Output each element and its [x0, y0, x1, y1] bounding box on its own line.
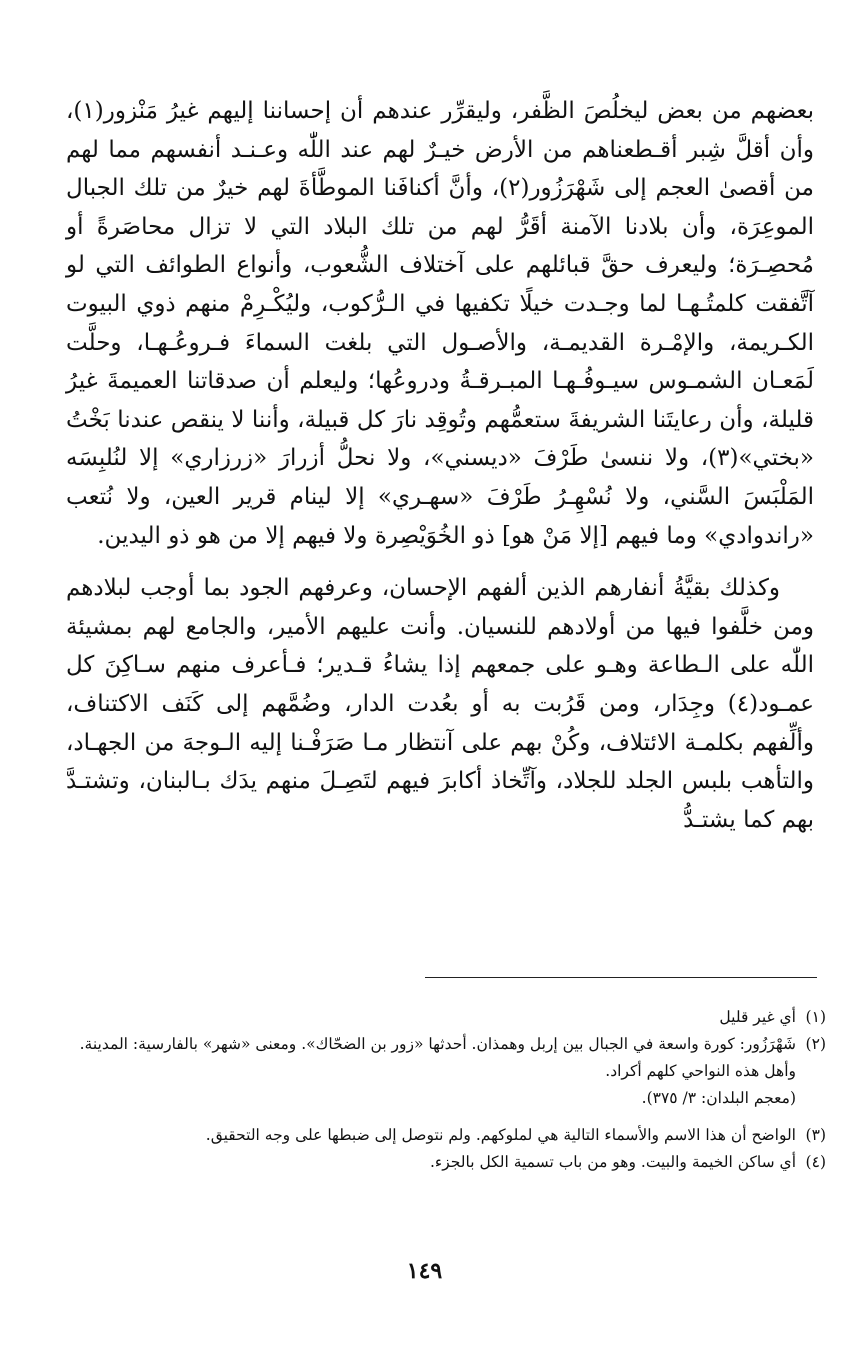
- footnote-number: (٤): [805, 1153, 826, 1171]
- paragraph-2: وكذلك بقيَّةُ أنفارهم الذين ألفهم الإحسان، وعرفهم الجود بما أوجب لبلادهم ومن خلَّفوا فيها من أولادهم للنسيان. وأنت عليهم الأمير، والجامع لهم بمشيئة اللّٰه على الـطاعة وهـو على جمعهم إذا يشاءُ قـدير؛ فـأعرف منهم سـاكِنَ كل عمـود(٤) وجِدَار، ومن قَرُبت به أو بعُدت الدار، وضُمَّهم إلى كَنَف الاكتناف، وألِّفهم بكلمـة الائتلاف، وكُنْ بهم على آنتظار مـا صَرَفْـنا إليه الـوجهَ من الجهـاد، والتأهب بلبس الجلد للجلاد، وآتِّخاذ أكابرَ فيهم لتَصِـلَ منهم يدَك بـالبنان، وتشتـدَّ بهم كما يشتـدُّ: [66, 575, 814, 833]
- footnote-2: [66, 1031, 826, 1085]
- main-text: [66, 92, 814, 839]
- footnote-3: [66, 1122, 826, 1149]
- footnote-text: أي غير قليل: [719, 1008, 796, 1026]
- footnote-1: [66, 1004, 826, 1031]
- footnote-text: شَهْرَزُور: كورة واسعة في الجبال بين إربل وهمذان. أحدثها «زور بن الضحّاك». ومعنى «شهر» بالفارسية: المدينة. وأهل هذه النواحي كلهم أكراد.: [79, 1035, 796, 1080]
- footnote-separator: [425, 977, 817, 978]
- footnote-text: (معجم البلدان: ٣/ ٣٧٥).: [641, 1089, 796, 1107]
- footnote-4: [66, 1149, 826, 1176]
- footnote-number: (٣): [805, 1126, 826, 1144]
- page-number: ١٤٩: [406, 1258, 443, 1284]
- paragraph-1: بعضهم من بعض ليخلُصَ الظَّفر، وليقرِّر عندهم أن إحساننا إليهم غيرُ مَنْزور(١)، وأن أقلَّ شِبر أقـطعناهم من الأرض خيـرٌ لهم عند اللّٰه وعـنـد أنفسهم مما لهم من أقصىٰ العجم إلى شَهْرَزُور(٢)، وأنَّ أكنافَنا الموطَّأةَ لهم خيرٌ من تلك الجبال الموعِرَة، وأن بلادنا الآمنة أقَرُّ لهم من تلك البلاد التي لا تزال محاصَرةً أو مُحصِـرَة؛ وليعرف حقَّ قبائلهم على آختلاف الشُّعوب، وأنواع الطوائف التي لو آتَّفقت كلمتُـهـا لما وجـدت خيلًا تكفيها في الـرُّكوب، وليُكْـرِمْ منهم ذوي البيوت الكـريمة، والإمْـرة القديمـة، والأصـول التي بلغت السماءَ فـروعُـهـا، وحلَّت لَمَعـان الشمـوس سيـوفُـهـا المبـرقـةُ ودروعُها؛ وليعلم أن صدقاتنا العميمةَ غيرُ قليلة، وأن رعايتَنا الشريفةَ ستعمُّهم وتُوقِد نارَ كل قبيلة، وأننا لا ينقص عندنا بَخْتُ «بختي»(٣)، ولا ننسىٰ طَرْفَ «ديسني»، ولا نحلُّ أزرارَ «زرزاري» إلا لنُلبِسَه المَلْبَسَ السَّني، ولا نُسْهِـرُ طَرْفَ «سهـري» إلا لينام قرير العين، ولا نُتعب «راندوادي» وما فيهم [إلا مَنْ هو] ذو الخُوَيْصِرة ولا فيهم إلا من هو ذو اليدين.: [66, 98, 814, 549]
- footnotes: [66, 1004, 826, 1176]
- footnote-text: الواضح أن هذا الاسم والأسماء التالية هي لملوكهم. ولم نتوصل إلى ضبطها على وجه التحقيق.: [205, 1126, 796, 1144]
- footnote-number: (١): [805, 1008, 826, 1026]
- footnote-number: (٢): [805, 1035, 826, 1053]
- footnote-text: أي ساكن الخيمة والبيت. وهو من باب تسمية الكل بالجزء.: [429, 1153, 796, 1171]
- footnote-2-source: [66, 1085, 826, 1112]
